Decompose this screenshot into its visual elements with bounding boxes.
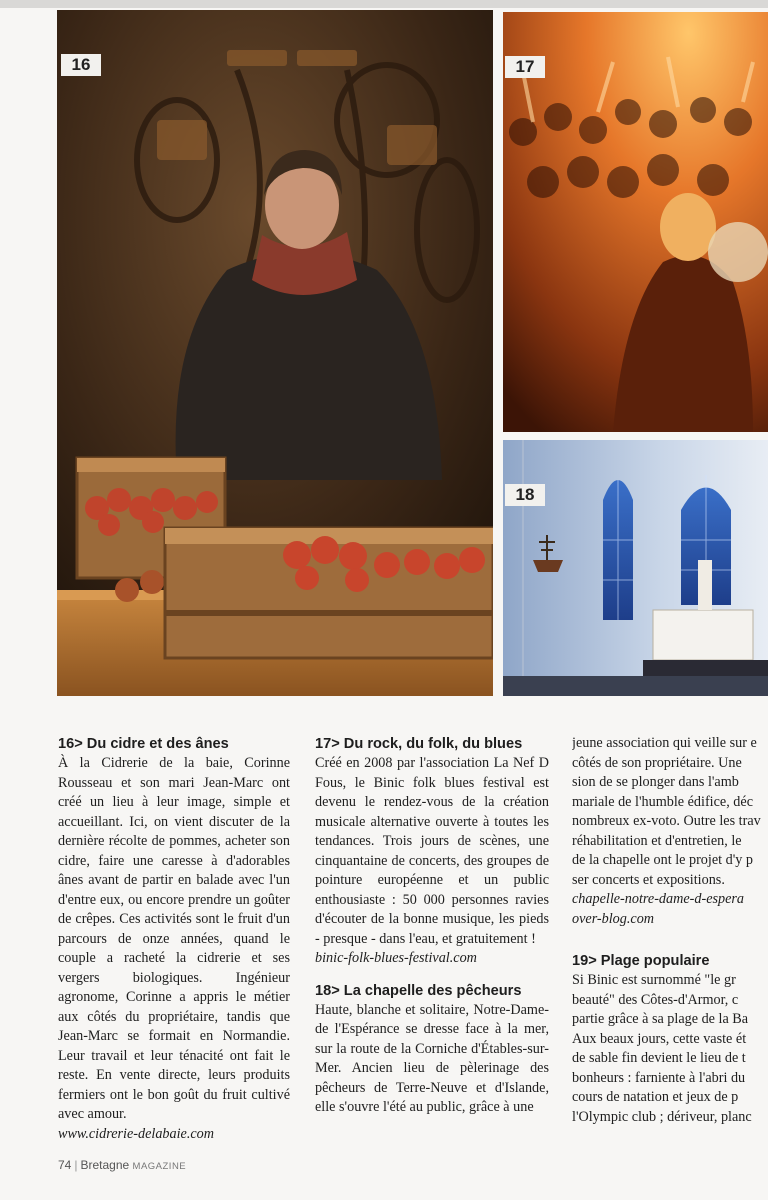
spacer xyxy=(572,929,768,951)
link-chapelle[interactable]: chapelle-notre-dame-d-espera over-blog.com xyxy=(572,891,745,927)
heading-16: 16> Du cidre et des ânes xyxy=(58,736,229,752)
heading-18: 18> La chapelle des pêcheurs xyxy=(315,982,522,999)
photo-chapelle xyxy=(503,440,768,696)
scan-edge xyxy=(0,0,768,8)
article-16 xyxy=(58,734,290,1144)
article-17-18 xyxy=(315,734,549,1118)
magazine-suffix: MAGAZINE xyxy=(132,1161,187,1172)
photo-cidrerie xyxy=(57,10,493,696)
body-17: Créé en 2008 par l'association La Nef D Fous, le Binic folk blues festival est devenu le rendez-vous de la création musicale alternative ouverte à toutes les tendances. Trois jours de scènes, une cinquantaine de concerts, des groupes de pointure européenne et un public enthousiaste : 50 000 personnes ravies d'écouter de la bonne musique, les pieds - presque - dans l'eau, et gratuitement ! xyxy=(315,755,549,947)
page-number: 74 xyxy=(58,1158,72,1172)
footer-separator: | xyxy=(74,1158,78,1172)
link-festival[interactable]: binic-folk-blues-festival.com xyxy=(315,950,477,966)
photo-concert xyxy=(503,12,768,432)
body-18: Haute, blanche et solitaire, Notre-Dame-de l'Espérance se dresse face à la mer, sur la route de la Corniche d'Étables-sur-Mer. Ancien lieu de pèlerinage des pêcheurs de Terre-Neuve et d'Islande, elle s'ouvre l'été au public, grâce à une xyxy=(315,1001,549,1115)
magazine-name: Bretagne xyxy=(80,1158,130,1172)
photo-number-17: 17 xyxy=(505,56,545,78)
body-16: À la Cidrerie de la baie, Corinne Rousseau et son mari Jean-Marc ont créé un lieu à leur image, simple et accueillant. Ici, on vient discuter de la dernière récolte de pommes, acheter son cidre, faire une caresse à d'adorables ânes avant de partir en balade avec l'un d'entre eux, ou encore prendre un goûter de crêpes. Ces activités sont le fruit d'un parcours de onze années, quand le couple a racheté la cidrerie et ses vergers biologiques. Ingénieur agronome, Corinne a appris le métier aux côtés du propriétaire, tandis que Jean-Marc se formait en Normandie. Leur travail et leur ténacité ont fait le reste. En vente directe, leurs produits fermiers ont le bon goût du fruit cultivé avec amour. xyxy=(58,755,290,1122)
photo-number-16: 16 xyxy=(61,54,101,76)
article-18-19-cont xyxy=(572,734,768,1127)
heading-19: 19> Plage populaire xyxy=(572,953,710,969)
page-footer xyxy=(58,1158,186,1172)
photo-number-18: 18 xyxy=(505,484,545,506)
spacer xyxy=(315,969,549,981)
heading-17: 17> Du rock, du folk, du blues xyxy=(315,736,523,752)
body-18-cont: jeune association qui veille sur e côtés de son propriétaire. Une sion de se plonger dans l'amb mariale de l'humble édifice, déc nombreux ex-voto. Outre les trav réhabilitation et d'entretien, le de la chapelle ont le projet d'y p ser concerts et expositions. xyxy=(572,735,761,888)
body-19: Si Binic est surnommé "le gr beauté" des Côtes-d'Armor, c partie grâce à sa plage de la Ba Aux beaux jours, cette vaste ét de sable fin devient le lieu de t bonheurs : farniente à l'abri du cours de natation et jeux de p l'Olympic club ; dériveur, planc xyxy=(572,972,752,1125)
link-cidrerie[interactable]: www.cidrerie-delabaie.com xyxy=(58,1125,215,1142)
